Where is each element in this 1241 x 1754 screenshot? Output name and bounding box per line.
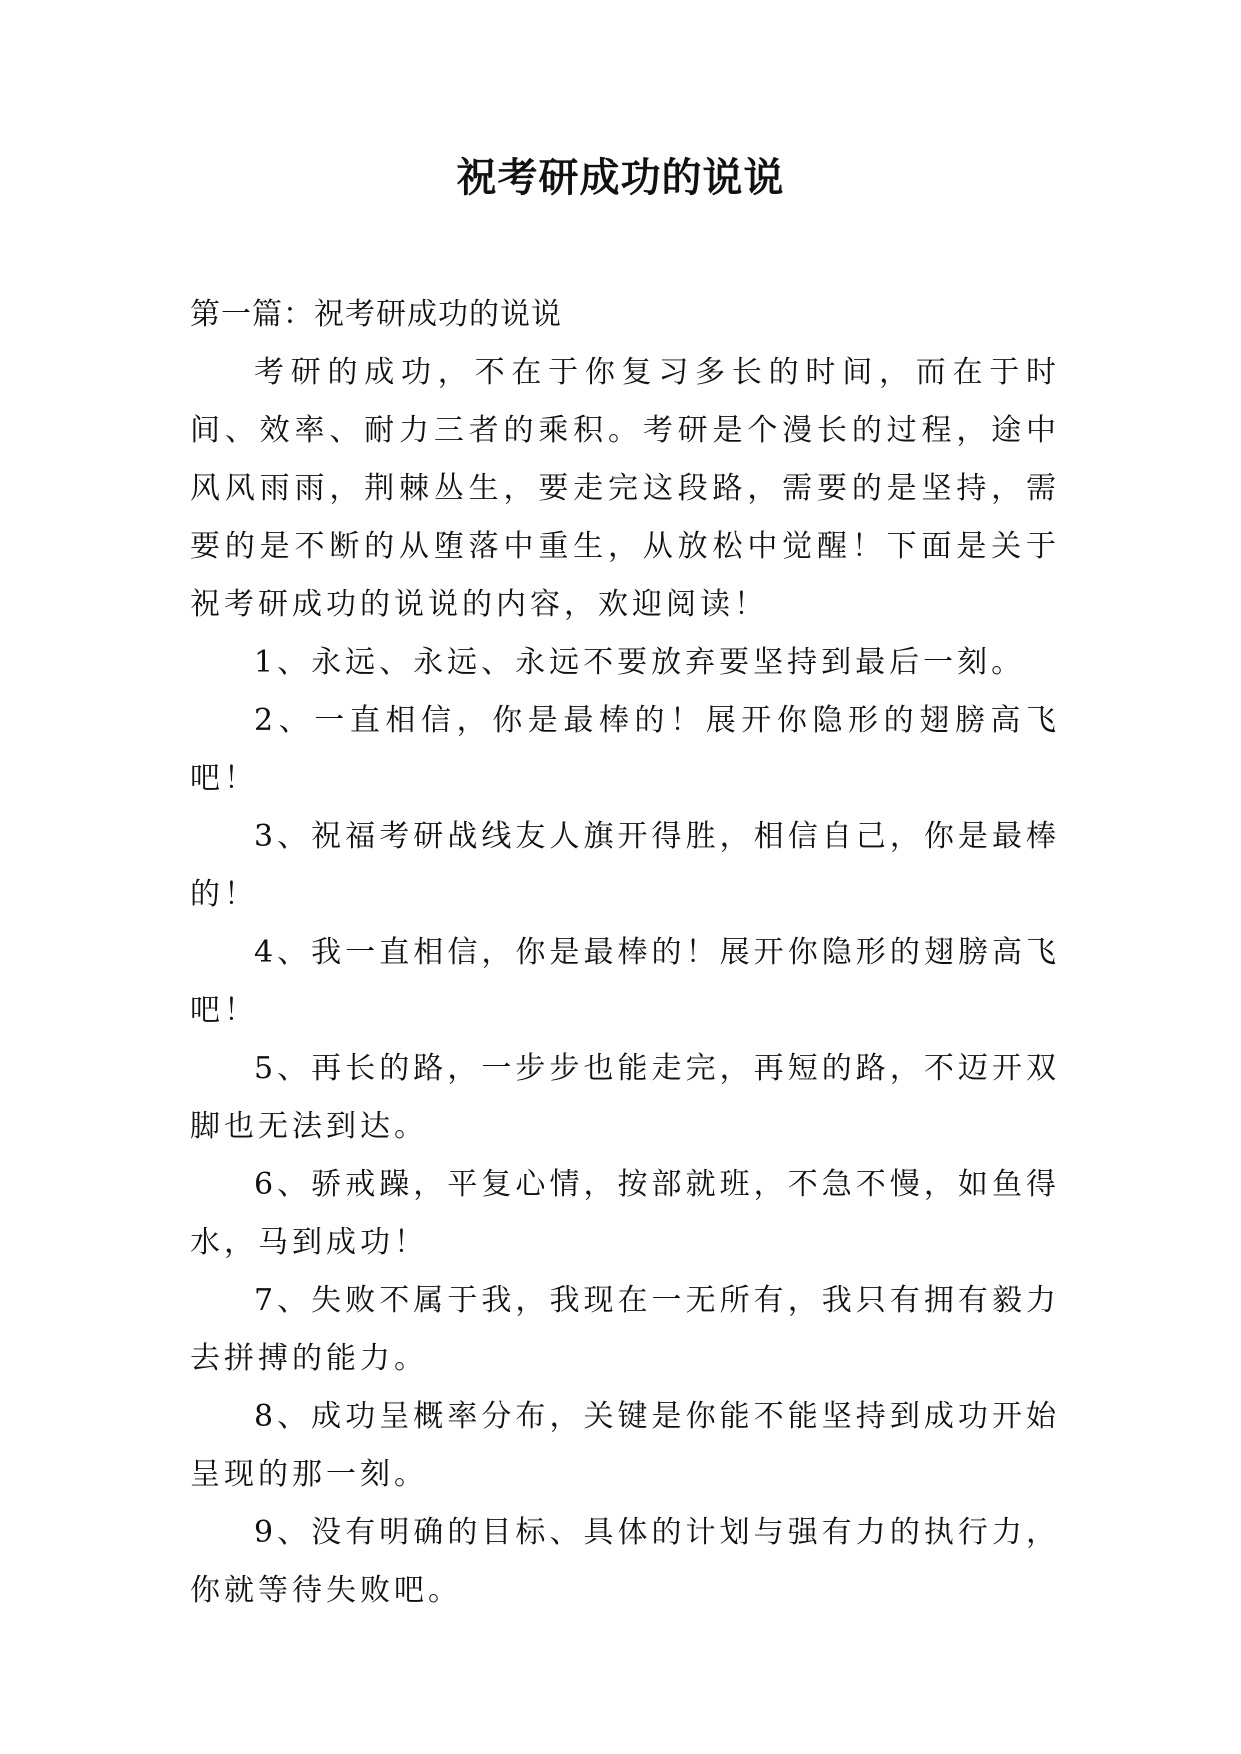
list-item: 3、祝福考研战线友人旗开得胜，相信自己，你是最棒的！ (190, 819, 1060, 912)
document-body (190, 286, 1060, 1620)
list-item: 5、再长的路，一步步也能走完，再短的路，不迈开双脚也无法到达。 (190, 1051, 1060, 1144)
intro-paragraph: 考研的成功，不在于你复习多长的时间，而在于时间、效率、耐力三者的乘积。考研是个漫长的过程，途中风风雨雨，荆棘丛生，要走完这段路，需要的是坚持，需要的是不断的从堕落中重生，从放松中觉醒！下面是关于祝考研成功的说说的内容，欢迎阅读！ (190, 355, 1060, 622)
list-item: 7、失败不属于我，我现在一无所有，我只有拥有毅力去拼搏的能力。 (190, 1283, 1060, 1376)
section-heading: 第一篇：祝考研成功的说说 (190, 297, 562, 332)
list-item: 2、一直相信，你是最棒的！展开你隐形的翅膀高飞吧！ (190, 703, 1060, 796)
document-title: 祝考研成功的说说 (456, 155, 785, 201)
list-item: 8、成功呈概率分布，关键是你能不能坚持到成功开始呈现的那一刻。 (190, 1399, 1060, 1492)
list-item: 1、永远、永远、永远不要放弃要坚持到最后一刻。 (254, 645, 1026, 680)
list-item: 4、我一直相信，你是最棒的！展开你隐形的翅膀高飞吧！ (190, 935, 1060, 1028)
list-item: 9、没有明确的目标、具体的计划与强有力的执行力，你就等待失败吧。 (190, 1515, 1060, 1608)
list-item: 6、骄戒躁，平复心情，按部就班，不急不慢，如鱼得水，马到成功！ (190, 1167, 1060, 1260)
